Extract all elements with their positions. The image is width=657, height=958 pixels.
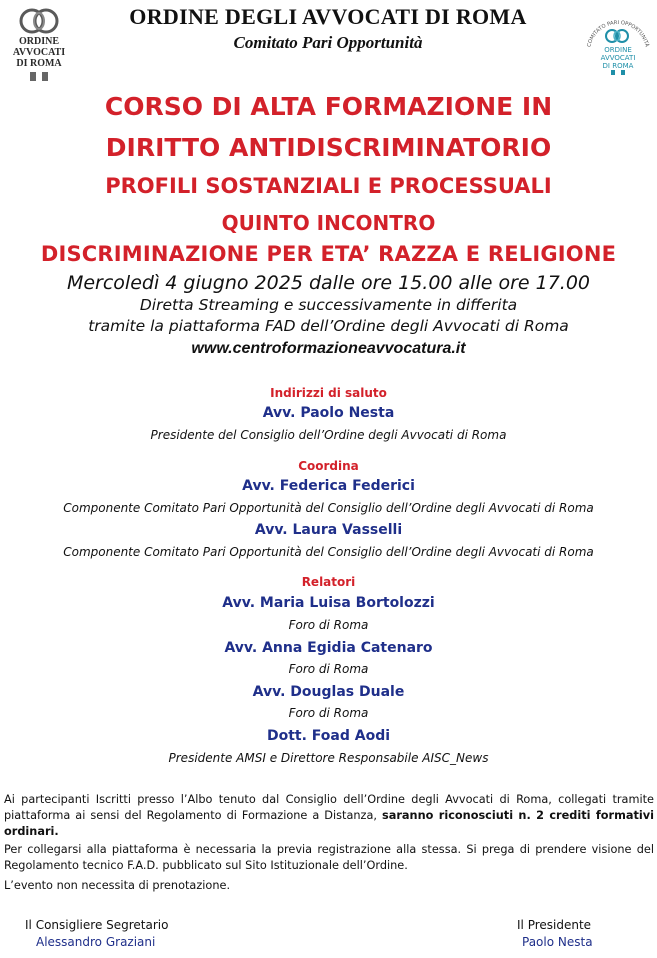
org-title: ORDINE DEGLI AVVOCATI DI ROMA <box>129 4 527 29</box>
pillars-icon <box>28 71 50 81</box>
speaker-name-2: Avv. Anna Egidia Catenaro <box>224 640 433 656</box>
speaker-name-3: Avv. Douglas Duale <box>252 684 405 700</box>
greeting-name: Avv. Paolo Nesta <box>262 405 395 421</box>
logo-right-line-3: DI ROMA <box>602 62 634 70</box>
no-booking-note: L’evento non necessita di prenotazione. <box>4 879 231 892</box>
greetings-heading: Indirizzi di saluto <box>270 386 387 400</box>
committee-logo-right <box>582 12 654 76</box>
speakers-heading: Relatori <box>301 575 356 589</box>
registration-note: Per collegarsi alla piattaforma è necessaria la previa registrazione alla stessa. Si prega di prendere visione del Regolamento tecnico F.A.D. pubblicato sul Sito Istituzionale dell’Ordine. <box>4 843 654 872</box>
speaker-role-3: Foro di Roma <box>288 706 369 720</box>
logo-left-line-3: DI ROMA <box>16 58 62 69</box>
logo-left-line-1: ORDINE <box>18 36 59 47</box>
coordinator-heading: Coordina <box>298 459 359 473</box>
logo-right-arc-text: COMITATO PARI OPPORTUNITÀ <box>586 19 650 48</box>
speaker-name-4: Dott. Foad Aodi <box>266 728 391 744</box>
credits-note <box>4 792 654 840</box>
logo-right-line-2: AVVOCATI <box>600 54 636 62</box>
president-name: Paolo Nesta <box>522 935 593 949</box>
committee-subtitle: Comitato Pari Opportunità <box>233 33 423 52</box>
credits-text: Ai partecipanti Iscritti presso l’Albo tenuto dal Consiglio dell’Ordine degli Avvocati di Roma, collegati tramite piattaforma ai sensi del Regolamento di Formazione a Distanza, <box>4 793 654 822</box>
session-topic: DISCRIMINAZIONE PER ETA’ RAZZA E RELIGIONE <box>40 242 617 266</box>
speaker-role-2: Foro di Roma <box>288 662 369 676</box>
website-link[interactable]: www.centroformazioneavvocatura.it <box>191 340 466 357</box>
logo-right-line-1: ORDINE <box>604 46 632 54</box>
coordinator-role-1: Componente Comitato Pari Opportunità del Consiglio dell’Ordine degli Avvocati di Roma <box>63 501 594 515</box>
greeting-role: Presidente del Consiglio dell’Ordine degli Avvocati di Roma <box>150 428 507 442</box>
event-date-time: Mercoledì 4 giugno 2025 dalle ore 15.00 alle ore 17.00 <box>66 272 591 294</box>
streaming-line-2: tramite la piattaforma FAD dell’Ordine degli Avvocati di Roma <box>88 317 569 335</box>
speaker-role-4: Presidente AMSI e Direttore Responsabile AISC_News <box>168 751 489 765</box>
streaming-line-1: Diretta Streaming e successivamente in differita <box>139 296 518 314</box>
logo-left-line-2: AVVOCATI <box>12 47 66 58</box>
coordinator-name-2: Avv. Laura Vasselli <box>254 522 403 538</box>
coordinator-role-2: Componente Comitato Pari Opportunità del Consiglio dell’Ordine degli Avvocati di Roma <box>63 545 594 559</box>
committee-emblem-icon <box>582 12 654 76</box>
president-title: Il Presidente <box>517 918 592 932</box>
order-logo-left <box>6 6 72 81</box>
course-title-line-1: CORSO DI ALTA FORMAZIONE IN <box>104 92 553 121</box>
knot-emblem-icon <box>19 6 59 36</box>
secretary-title: Il Consigliere Segretario <box>25 918 169 932</box>
course-title-line-3: PROFILI SOSTANZIALI E PROCESSUALI <box>105 174 552 198</box>
speaker-role-1: Foro di Roma <box>288 618 369 632</box>
session-label: QUINTO INCONTRO <box>221 211 436 235</box>
course-title-line-2: DIRITTO ANTIDISCRIMINATORIO <box>105 133 552 162</box>
speaker-name-1: Avv. Maria Luisa Bortolozzi <box>222 595 435 611</box>
secretary-name: Alessandro Graziani <box>36 935 156 949</box>
coordinator-name-1: Avv. Federica Federici <box>242 478 415 494</box>
credits-bold: saranno riconosciuti n. 2 crediti formativi ordinari. <box>4 809 654 838</box>
